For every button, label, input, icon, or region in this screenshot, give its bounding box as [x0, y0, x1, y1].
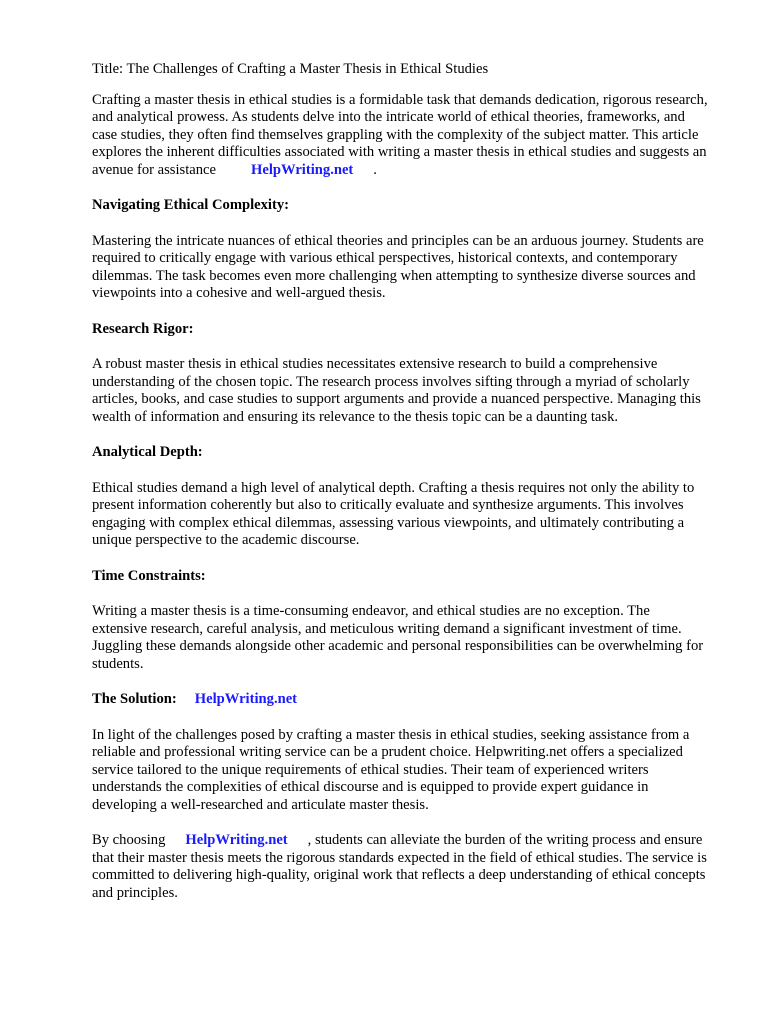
solution-helpwriting-link[interactable]: HelpWriting.net [194, 691, 298, 707]
intro-paragraph [92, 92, 708, 180]
section-body-analytical: Ethical studies demand a high level of analytical depth. Crafting a thesis requires not only the ability to present information coherently but also to critically evaluate and synthesize arguments. This involves engaging with complex ethical dilemmas, assessing various viewpoints, and ultimately contributing a unique perspective to the academic discourse. [92, 479, 695, 548]
intro-helpwriting-link[interactable]: HelpWriting.net [251, 161, 354, 178]
solution-body: In light of the challenges posed by crafting a master thesis in ethical studies, seeking assistance from a reliable and professional writing service can be a prudent choice. Helpwriting.net offers a specialized service tailored to the unique requirements of ethical studies. Their team of experienced writers understands the complexities of ethical discourse and is equipped to provide expert guidance in developing a well-researched and articulate master thesis. [92, 726, 690, 813]
closing-start: By choosing [92, 832, 166, 848]
intro-end: . [373, 161, 377, 178]
document-title: Title: The Challenges of Crafting a Master Thesis in Ethical Studies [92, 61, 489, 77]
solution-heading-line [92, 691, 708, 709]
section-body-research: A robust master thesis in ethical studies necessitates extensive research to build a comprehensive understanding of the chosen topic. The research process involves sifting through a myriad of scholarly articles, books, and case studies to support arguments and provide a nuanced perspective. Managing this wealth of information and ensuring its relevance to the thesis topic can be a daunting task. [92, 356, 701, 425]
section-body-time: Writing a master thesis is a time-consuming endeavor, and ethical studies are no exception. The extensive research, careful analysis, and meticulous writing demand a significant investment of time. Juggling these demands alongside other academic and personal responsibilities can be overwhelming for students. [92, 603, 704, 672]
closing-rest: , students can alleviate the burden of the writing process and ensure that their master thesis meets the rigorous standards expected in the field of ethical studies. The service is committed to delivering high-quality, original work that reflects a deep understanding of ethical concepts and principles. [92, 832, 707, 901]
section-heading-research: Research Rigor: [92, 320, 194, 337]
solution-heading: The Solution: [92, 691, 177, 707]
section-heading-time: Time Constraints: [92, 567, 206, 584]
closing-helpwriting-link[interactable]: HelpWriting.net [185, 832, 288, 848]
closing-paragraph [92, 832, 708, 902]
section-body-complexity: Mastering the intricate nuances of ethical theories and principles can be an arduous journey. Students are required to critically engage with various ethical perspectives, historical contexts, and contemporary dilemmas. The task becomes even more challenging when attempting to synthesize diverse sources and viewpoints into a cohesive and well-argued thesis. [92, 232, 704, 301]
section-heading-complexity: Navigating Ethical Complexity: [92, 197, 290, 213]
section-heading-analytical: Analytical Depth: [92, 444, 203, 460]
intro-text: Crafting a master thesis in ethical studies is a formidable task that demands dedication, rigorous research, and analytical prowess. As students delve into the intricate world of ethical theories, frameworks, and case studies, they often find themselves grappling with the complexity of the subject matter. This article explores the inherent difficulties associated with writing a master thesis in ethical studies and suggests an avenue for assistance [92, 91, 708, 178]
